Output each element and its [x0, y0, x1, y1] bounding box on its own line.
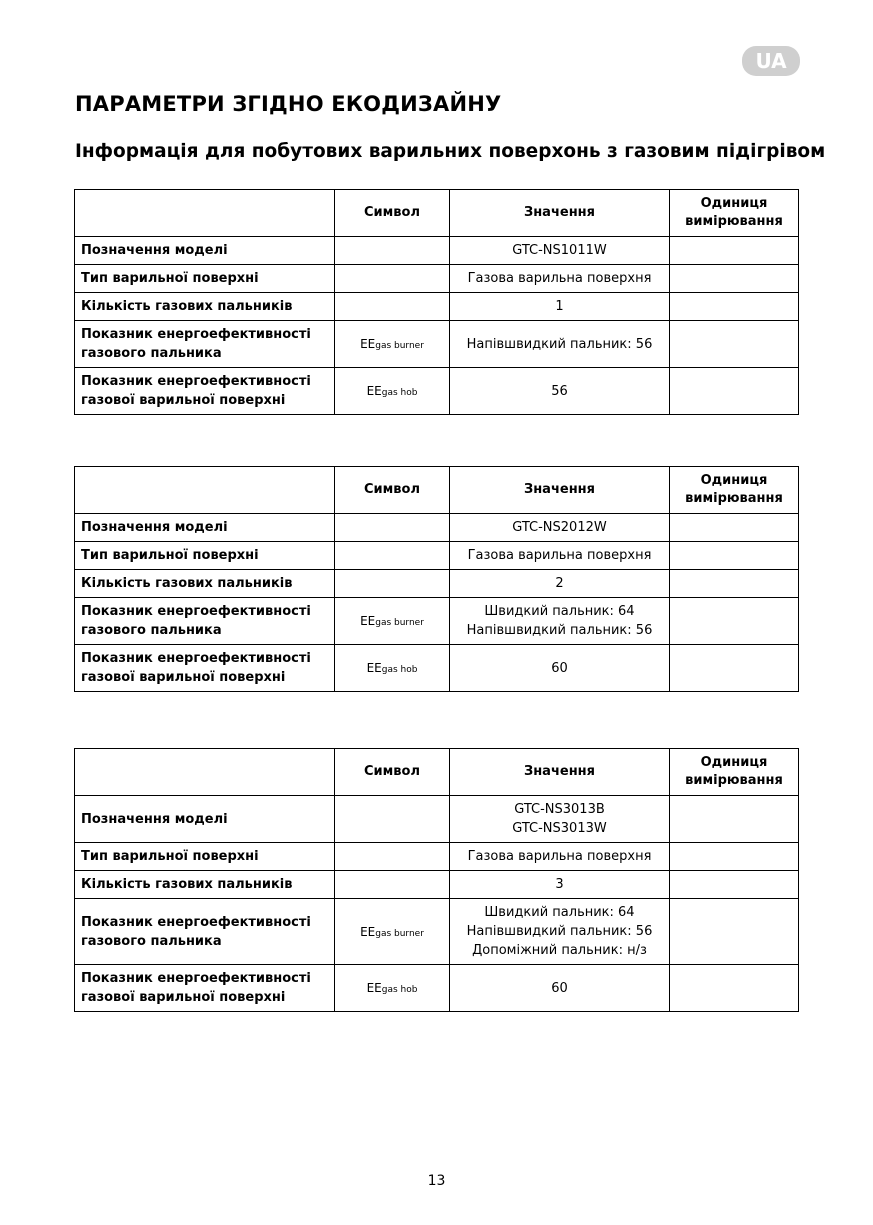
label-hob-type: Тип варильної поверхні — [75, 265, 335, 293]
header-unit: Одиниця вимірювання — [670, 749, 799, 796]
label-hob-efficiency: Показник енергоефективності газової варильної поверхні — [75, 965, 335, 1012]
symbol-ee-gas-burner: EEgas burner — [335, 321, 450, 368]
unit-cell — [670, 899, 799, 965]
symbol-ee-gas-burner: EEgas burner — [335, 598, 450, 645]
symbol-cell — [335, 237, 450, 265]
symbol-cell — [335, 871, 450, 899]
value-model: GTC-NS2012W — [450, 514, 670, 542]
unit-cell — [670, 965, 799, 1012]
value-hob-type: Газова варильна поверхня — [450, 843, 670, 871]
symbol-cell — [335, 514, 450, 542]
unit-cell — [670, 598, 799, 645]
page-title: ПАРАМЕТРИ ЗГІДНО ЕКОДИЗАЙНУ — [75, 92, 502, 116]
unit-cell — [670, 570, 799, 598]
header-value: Значення — [450, 190, 670, 237]
label-burner-count: Кількість газових пальників — [75, 871, 335, 899]
header-value: Значення — [450, 467, 670, 514]
unit-cell — [670, 843, 799, 871]
label-burner-efficiency: Показник енергоефективності газового пальника — [75, 321, 335, 368]
value-hob-efficiency: 60 — [450, 965, 670, 1012]
header-unit: Одиниця вимірювання — [670, 190, 799, 237]
header-empty — [75, 190, 335, 237]
symbol-ee-gas-hob: EEgas hob — [335, 965, 450, 1012]
label-burner-efficiency: Показник енергоефективності газового пальника — [75, 899, 335, 965]
symbol-ee-gas-hob: EEgas hob — [335, 368, 450, 415]
unit-cell — [670, 321, 799, 368]
label-model: Позначення моделі — [75, 514, 335, 542]
label-hob-efficiency: Показник енергоефективності газової варильної поверхні — [75, 368, 335, 415]
unit-cell — [670, 796, 799, 843]
header-symbol: Символ — [335, 190, 450, 237]
label-hob-efficiency: Показник енергоефективності газової варильної поверхні — [75, 645, 335, 692]
spec-table-1 — [74, 189, 799, 415]
symbol-cell — [335, 265, 450, 293]
value-model: GTC-NS1011W — [450, 237, 670, 265]
value-model: GTC-NS3013B GTC-NS3013W — [450, 796, 670, 843]
unit-cell — [670, 514, 799, 542]
label-burner-count: Кількість газових пальників — [75, 293, 335, 321]
symbol-cell — [335, 843, 450, 871]
value-hob-efficiency: 60 — [450, 645, 670, 692]
page-number: 13 — [427, 1173, 446, 1189]
unit-cell — [670, 871, 799, 899]
value-burner-count: 1 — [450, 293, 670, 321]
value-hob-type: Газова варильна поверхня — [450, 265, 670, 293]
symbol-cell — [335, 293, 450, 321]
symbol-ee-gas-hob: EEgas hob — [335, 645, 450, 692]
header-symbol: Символ — [335, 467, 450, 514]
unit-cell — [670, 645, 799, 692]
unit-cell — [670, 368, 799, 415]
spec-table-3 — [74, 748, 799, 1012]
symbol-cell — [335, 542, 450, 570]
spec-table-2 — [74, 466, 799, 692]
unit-cell — [670, 542, 799, 570]
header-symbol: Символ — [335, 749, 450, 796]
symbol-cell — [335, 570, 450, 598]
label-burner-efficiency: Показник енергоефективності газового пальника — [75, 598, 335, 645]
label-model: Позначення моделі — [75, 237, 335, 265]
section-subtitle: Інформація для побутових варильних поверхонь з газовим підігрівом — [75, 141, 826, 162]
header-empty — [75, 749, 335, 796]
header-empty — [75, 467, 335, 514]
language-badge: UA — [742, 46, 800, 76]
value-burner-count: 2 — [450, 570, 670, 598]
label-burner-count: Кількість газових пальників — [75, 570, 335, 598]
symbol-ee-gas-burner: EEgas burner — [335, 899, 450, 965]
unit-cell — [670, 237, 799, 265]
header-unit: Одиниця вимірювання — [670, 467, 799, 514]
value-burner-efficiency: Швидкий пальник: 64 Напівшвидкий пальник: 56 — [450, 598, 670, 645]
unit-cell — [670, 293, 799, 321]
value-hob-efficiency: 56 — [450, 368, 670, 415]
label-model: Позначення моделі — [75, 796, 335, 843]
unit-cell — [670, 265, 799, 293]
value-burner-count: 3 — [450, 871, 670, 899]
header-value: Значення — [450, 749, 670, 796]
value-hob-type: Газова варильна поверхня — [450, 542, 670, 570]
value-burner-efficiency: Напівшвидкий пальник: 56 — [450, 321, 670, 368]
symbol-cell — [335, 796, 450, 843]
label-hob-type: Тип варильної поверхні — [75, 843, 335, 871]
label-hob-type: Тип варильної поверхні — [75, 542, 335, 570]
value-burner-efficiency: Швидкий пальник: 64 Напівшвидкий пальник: 56 Допоміжний пальник: н/з — [450, 899, 670, 965]
